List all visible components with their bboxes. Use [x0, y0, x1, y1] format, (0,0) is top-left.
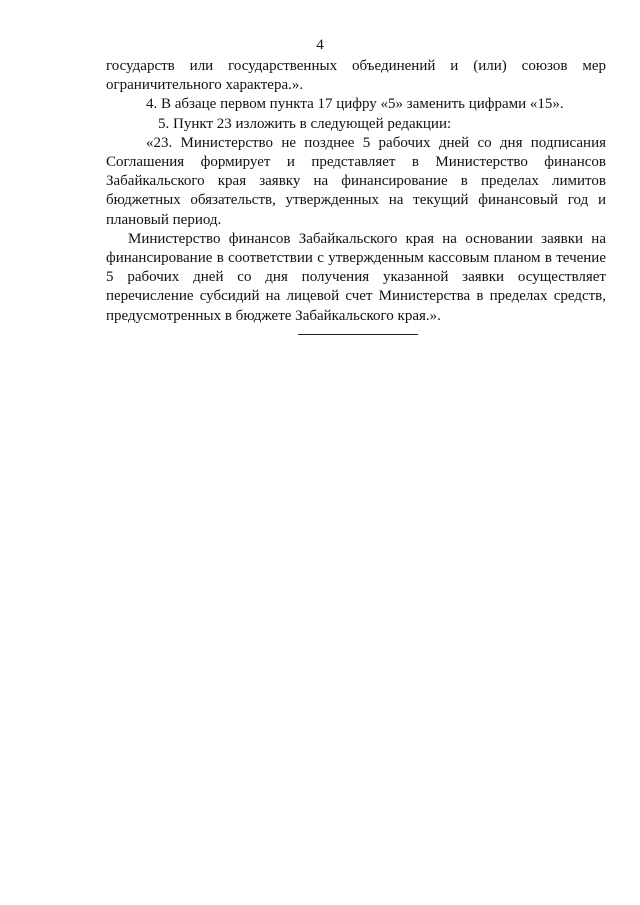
paragraph-quoted-item-23: «23. Министерство не позднее 5 рабочих дней со дня подписания Соглашения формирует и представляет в Министерство финансов Забайкальского края заявку на финансирование в пределах лимитов бюджетных обязательств, утвержденных на текущий финансовый год и плановый период.: [106, 134, 606, 228]
end-divider-line: [298, 334, 418, 335]
document-body: [106, 57, 606, 326]
paragraph-item-5: 5. Пункт 23 изложить в следующей редакции:: [158, 115, 452, 132]
paragraph-item-4: 4. В абзаце первом пункта 17 цифру «5» заменить цифрами «15».: [146, 96, 564, 113]
page-number: 4: [316, 37, 324, 53]
paragraph-ministry-finance: Министерство финансов Забайкальского края на основании заявки на финансирование в соответствии с утвержденным кассовым планом в течение 5 рабочих дней со дня получения указанной заявки осуществляет перечисление субсидий на лицевой счет Министерства в пределах средств, предусмотренных в бюджете Забайкальского края.».: [106, 230, 606, 324]
paragraph-continuation: государств или государственных объединений и (или) союзов мер ограничительного характера.».: [106, 58, 606, 94]
